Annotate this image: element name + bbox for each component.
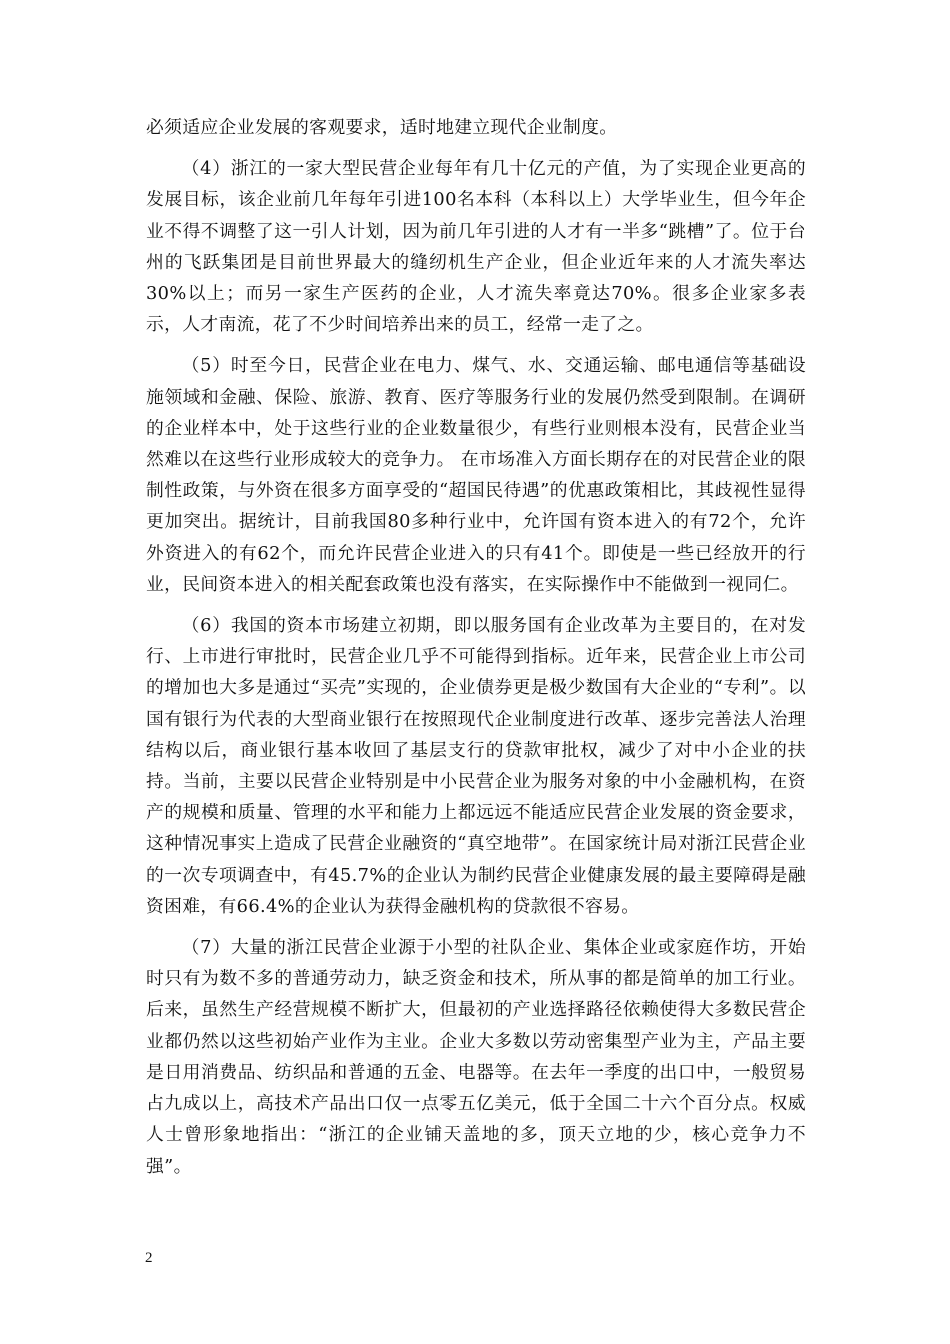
paragraph-4: （4）浙江的一家大型民营企业每年有几十亿元的产值，为了实现企业更高的发展目标，该企业前几年每年引进100名本科（本科以上）大学毕业生，但今年企业不得不调整了这一引人计划，因为前几年引进的人才有一半多“跳槽”了。位于台州的飞跃集团是目前世界最大的缝纫机生产企业，但企业近年来的人才流失率达30%以上；而另一家生产医药的企业，人才流失率竟达70%。很多企业家多表示，人才南流，花了不少时间培养出来的员工，经常一走了之。 [146, 158, 806, 336]
paragraph-continuation: 必须适应企业发展的客观要求，适时地建立现代企业制度。 [146, 117, 618, 138]
paragraph-6: （6）我国的资本市场建立初期，即以服务国有企业改革为主要目的，在对发行、上市进行审批时，民营企业几乎不可能得到指标。近年来，民营企业上市公司的增加也大多是通过“买壳”实现的，企业债券更是极少数国有大企业的“专利”。以国有银行为代表的大型商业银行在按照现代企业制度进行改革、逐步完善法人治理结构以后，商业银行基本收回了基层支行的贷款审批权，减少了对中小企业的扶持。当前，主要以民营企业特别是中小民营企业为服务对象的中小金融机构，在资产的规模和质量、管理的水平和能力上都远远不能适应民营企业发展的资金要求，这种情况事实上造成了民营企业融资的“真空地带”。在国家统计局对浙江民营企业的一次专项调查中，有45.7%的企业认为制约民营企业健康发展的最主要障碍是融资困难，有66.4%的企业认为获得金融机构的贷款很不容易。 [146, 615, 806, 917]
paragraph-7: （7）大量的浙江民营企业源于小型的社队企业、集体企业或家庭作坊，开始时只有为数不多的普通劳动力，缺乏资金和技术，所从事的都是简单的加工行业。后来，虽然生产经营规模不断扩大，但最初的产业选择路径依赖使得大多数民营企业都仍然以这些初始产业作为主业。企业大多数以劳动密集型产业为主，产品主要是日用消费品、纺织品和普通的五金、电器等。在去年一季度的出口中，一般贸易占九成以上，高技术产品出口仅一点零五亿美元，低于全国二十六个百分点。权威人士曾形象地指出：“浙江的企业铺天盖地的多，顶天立地的少，核心竞争力不强”。 [146, 937, 806, 1177]
body-text [146, 112, 806, 1192]
page-number: 2 [145, 1250, 153, 1266]
paragraph-5: （5）时至今日，民营企业在电力、煤气、水、交通运输、邮电通信等基础设施领域和金融、保险、旅游、教育、医疗等服务行业的发展仍然受到限制。在调研的企业样本中，处于这些行业的企业数量很少，有些行业则根本没有，民营企业当然难以在这些行业形成较大的竞争力。 在市场准入方面长期存在的对民营企业的限制性政策，与外资在很多方面享受的“超国民待遇”的优惠政策相比，其歧视性显得更加突出。据统计，目前我国80多种行业中，允许国有资本进入的有72个，允许外资进入的有62个，而允许民营企业进入的只有41个。即使是一些已经放开的行业，民间资本进入的相关配套政策也没有落实，在实际操作中不能做到一视同仁。 [146, 355, 806, 595]
